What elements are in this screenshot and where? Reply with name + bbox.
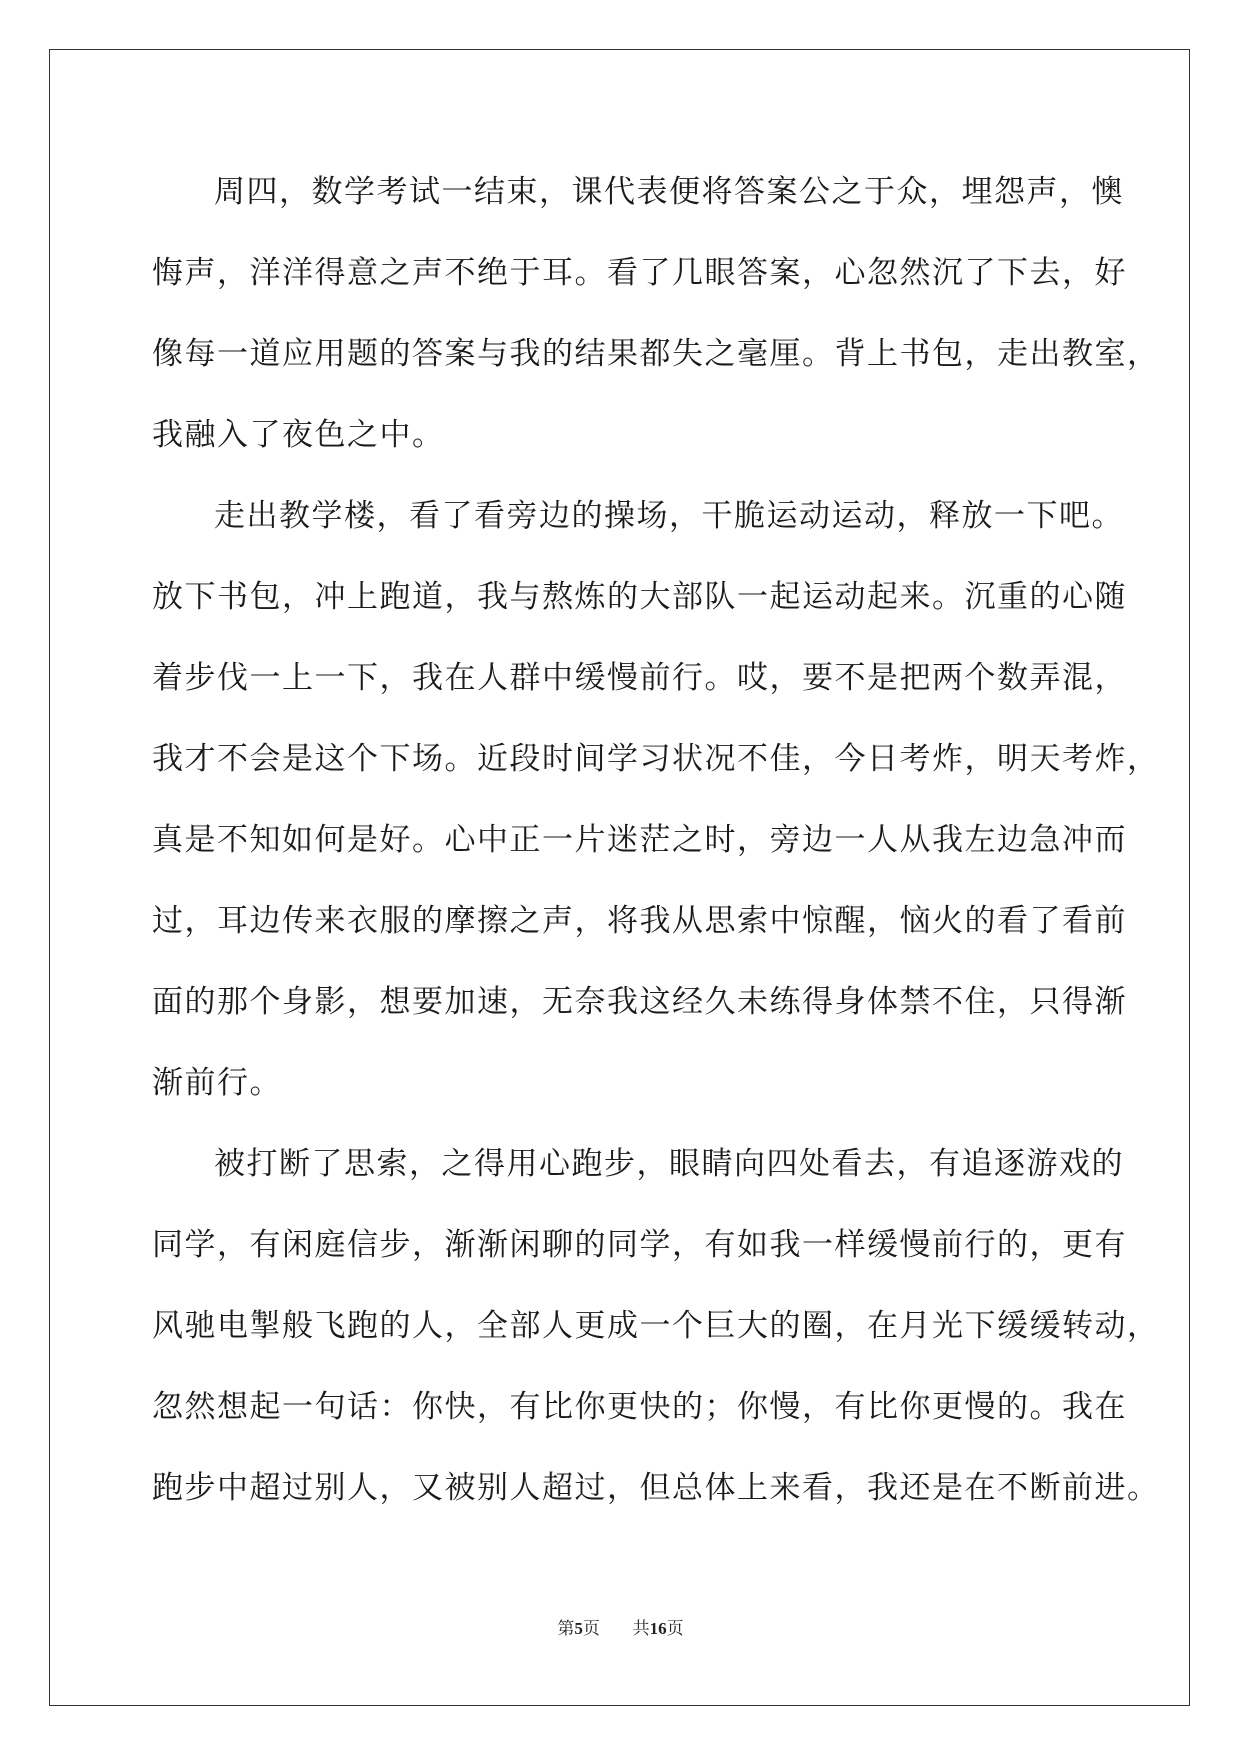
page-prefix: 第 bbox=[557, 1619, 575, 1639]
page-number-label bbox=[557, 1619, 605, 1639]
text-line: 被打断了思索，之得用心跑步，眼睛向四处看去，有追逐游戏的 bbox=[214, 1146, 1124, 1182]
text-line: 跑步中超过别人，又被别人超过，但总体上来看，我还是在不断前进。 bbox=[152, 1470, 1160, 1506]
paragraph-3 bbox=[152, 1132, 1160, 1537]
text-line: 渐前行。 bbox=[152, 1065, 282, 1101]
text-line: 像每一道应用题的答案与我的结果都失之毫厘。背上书包，走出教室， bbox=[152, 336, 1160, 372]
text-line: 风驰电掣般飞跑的人，全部人更成一个巨大的圈，在月光下缓缓转动， bbox=[152, 1308, 1160, 1344]
text-line: 真是不知如何是好。心中正一片迷茫之时，旁边一人从我左边急冲而 bbox=[152, 822, 1127, 858]
page-footer bbox=[0, 1617, 1241, 1641]
paragraph-1 bbox=[152, 160, 1160, 484]
text-line: 同学，有闲庭信步，渐渐闲聊的同学，有如我一样缓慢前行的，更有 bbox=[152, 1227, 1127, 1263]
text-line: 我融入了夜色之中。 bbox=[152, 417, 445, 453]
document-body bbox=[152, 160, 1160, 1537]
text-line: 面的那个身影，想要加速，无奈我这经久未练得身体禁不住，只得渐 bbox=[152, 984, 1127, 1020]
page-unit: 页 bbox=[582, 1619, 600, 1639]
text-line: 走出教学楼，看了看旁边的操场，干脆运动运动，释放一下吧。 bbox=[214, 498, 1124, 534]
text-line: 周四，数学考试一结束，课代表便将答案公之于众，埋怨声，懊 bbox=[214, 174, 1124, 210]
text-line: 忽然想起一句话：你快，有比你更快的；你慢，有比你更慢的。我在 bbox=[152, 1389, 1127, 1425]
text-line: 悔声，洋洋得意之声不绝于耳。看了几眼答案，心忽然沉了下去，好 bbox=[152, 255, 1127, 291]
text-line: 放下书包，冲上跑道，我与熬炼的大部队一起运动起来。沉重的心随 bbox=[152, 579, 1127, 615]
paragraph-2 bbox=[152, 484, 1160, 1132]
text-line: 着步伐一上一下，我在人群中缓慢前行。哎，要不是把两个数弄混， bbox=[152, 660, 1127, 696]
page-current: 5 bbox=[574, 1619, 583, 1638]
page-total-label bbox=[627, 1619, 683, 1639]
total-unit: 页 bbox=[666, 1619, 684, 1639]
text-line: 过，耳边传来衣服的摩擦之声，将我从思索中惊醒，恼火的看了看前 bbox=[152, 903, 1127, 939]
text-line: 我才不会是这个下场。近段时间学习状况不佳，今日考炸，明天考炸， bbox=[152, 741, 1160, 777]
page-total: 16 bbox=[649, 1619, 667, 1638]
total-prefix: 共 bbox=[632, 1619, 650, 1639]
